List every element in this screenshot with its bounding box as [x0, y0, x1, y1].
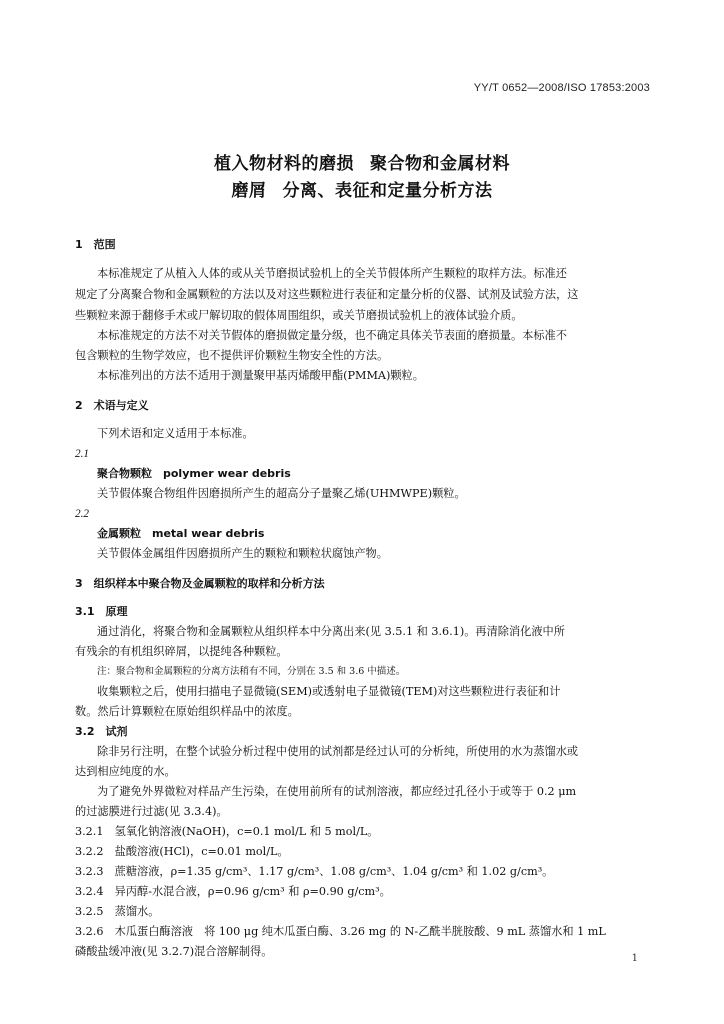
reagent-item: 3.2.2 盐酸溶液(HCl)，c=0.01 mol/L。 — [75, 845, 289, 858]
paragraph-line: 下列术语和定义适用于本标准。 — [97, 427, 254, 440]
title-line-2 — [0, 176, 724, 201]
page-number: 1 — [631, 953, 638, 964]
standard-code: YY/T 0652—2008/ISO 17853:2003 — [473, 82, 650, 94]
term-definition: 关节假体金属组件因磨损所产生的颗粒和颗粒状腐蚀产物。 — [97, 547, 388, 560]
section-2-heading: 2 术语与定义 — [75, 399, 149, 412]
title-part: 聚合物和金属材料 — [370, 154, 510, 174]
paragraph-line: 本标准规定的方法不对关节假体的磨损做定量分级，也不确定具体关节表面的磨损量。本标准不 — [97, 329, 567, 342]
reagent-item: 3.2.4 异丙醇-水混合液，ρ=0.96 g/cm³ 和 ρ=0.90 g/cm³。 — [75, 885, 391, 898]
paragraph-line: 达到相应纯度的水。 — [75, 765, 176, 778]
paragraph-line: 本标准列出的方法不适用于测量聚甲基丙烯酸甲酯(PMMA)颗粒。 — [97, 369, 424, 382]
paragraph-line: 的过滤膜进行过滤(见 3.3.4)。 — [75, 805, 228, 818]
title-part: 磨屑 — [231, 181, 267, 201]
paragraph-line: 本标准规定了从植入人体的或从关节磨损试验机上的全关节假体所产生颗粒的取样方法。标准还 — [97, 267, 567, 280]
title-part: 植入物材料的磨损 — [214, 154, 354, 174]
paragraph-line: 数。然后计算颗粒在原始组织样品中的浓度。 — [75, 705, 299, 718]
term-name: 聚合物颗粒 polymer wear debris — [97, 467, 291, 480]
paragraph-line: 有残余的有机组织碎屑，以提纯各种颗粒。 — [75, 645, 288, 658]
section-3-heading: 3 组织样本中聚合物及金属颗粒的取样和分析方法 — [75, 577, 325, 590]
paragraph-line: 收集颗粒之后，使用扫描电子显微镜(SEM)或透射电子显微镜(TEM)对这些颗粒进行表征和计 — [97, 685, 561, 698]
paragraph-line: 些颗粒来源于翻修手术或尸解切取的假体周围组织，或关节磨损试验机上的液体试验介质。 — [75, 309, 523, 322]
note: 注：聚合物和金属颗粒的分离方法稍有不同，分别在 3.5 和 3.6 中描述。 — [97, 666, 406, 677]
reagent-item-continued: 磷酸盐缓冲液(见 3.2.7)混合溶解制得。 — [75, 945, 273, 958]
section-1-heading: 1 范围 — [75, 238, 116, 251]
paragraph-line: 包含颗粒的生物学效应，也不提供评价颗粒生物安全性的方法。 — [75, 349, 389, 362]
paragraph-line: 通过消化，将聚合物和金属颗粒从组织样本中分离出来(见 3.5.1 和 3.6.1)。再清除消化液中所 — [97, 625, 565, 638]
reagent-item: 3.2.1 氢氧化钠溶液(NaOH)，c=0.1 mol/L 和 5 mol/L。 — [75, 825, 379, 838]
term-definition: 关节假体聚合物组件因磨损所产生的超高分子量聚乙烯(UHMWPE)颗粒。 — [97, 487, 466, 500]
term-number: 2.2 — [75, 508, 89, 520]
reagent-item: 3.2.5 蒸馏水。 — [75, 905, 160, 918]
term-name: 金属颗粒 metal wear debris — [97, 527, 265, 540]
reagent-item: 3.2.3 蔗糖溶液，ρ=1.35 g/cm³、1.17 g/cm³、1.08 g/cm³、1.04 g/cm³ 和 1.02 g/cm³。 — [75, 865, 554, 878]
title-line-1 — [0, 149, 724, 174]
paragraph-line: 为了避免外界微粒对样品产生污染，在使用前所有的试剂溶液，都应经过孔径小于或等于 0.2 μm — [97, 785, 577, 798]
term-number: 2.1 — [75, 448, 89, 460]
subsection-heading: 3.1 原理 — [75, 605, 128, 618]
title-part: 分离、表征和定量分析方法 — [282, 181, 493, 201]
reagent-item: 3.2.6 木瓜蛋白酶溶液 将 100 μg 纯木瓜蛋白酶、3.26 mg 的 N-乙酰半胱胺酸、9 mL 蒸馏水和 1 mL — [75, 925, 606, 938]
subsection-heading: 3.2 试剂 — [75, 725, 128, 738]
paragraph-line: 规定了分离聚合物和金属颗粒的方法以及对这些颗粒进行表征和定量分析的仪器、试剂及试验方法，这 — [75, 288, 579, 301]
paragraph-line: 除非另行注明，在整个试验分析过程中使用的试剂都是经过认可的分析纯，所使用的水为蒸馏水或 — [97, 745, 579, 758]
